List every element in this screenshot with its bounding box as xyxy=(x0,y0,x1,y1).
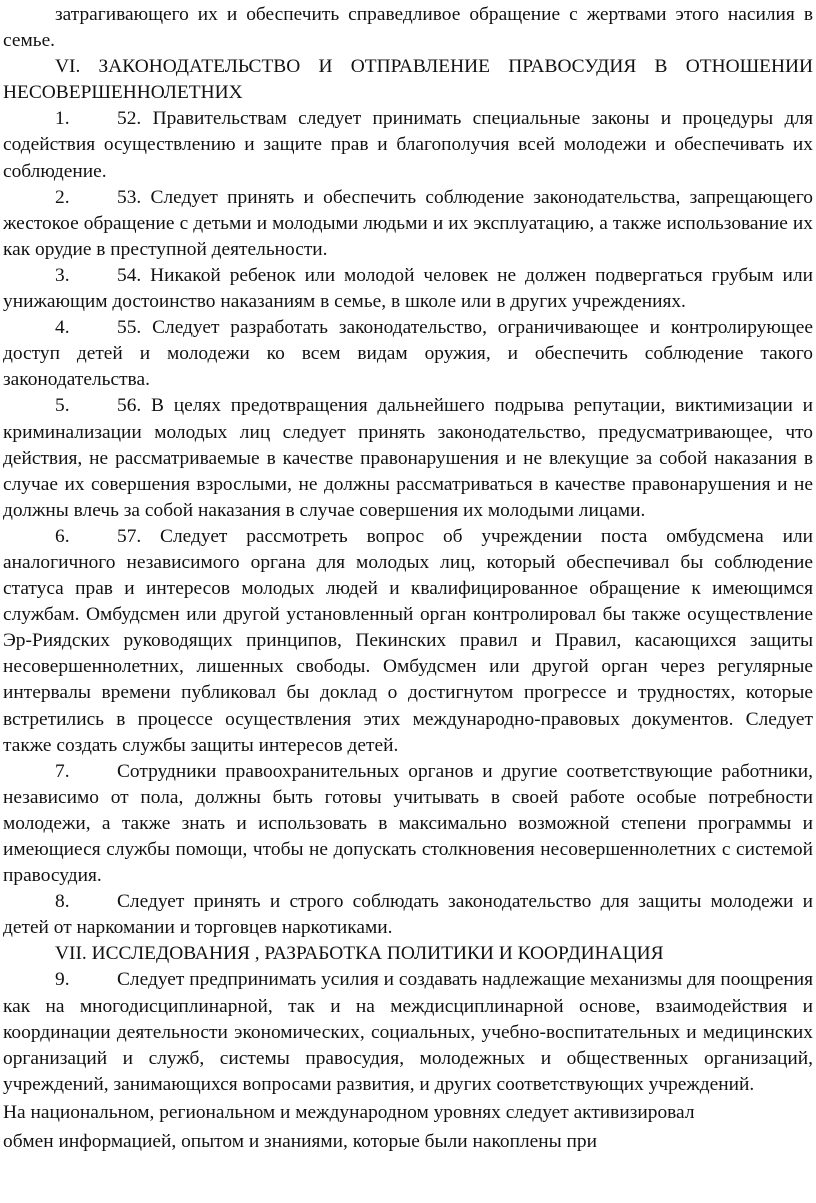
item-number: 1. xyxy=(55,108,70,130)
item-number: 4. xyxy=(55,317,70,339)
list-item xyxy=(3,393,813,523)
item-text: Следует принять и строго соблюдать законодательство для защиты молодежи и детей от наркомании и торговцев наркотиками. xyxy=(3,891,813,939)
item-text: 55. Следует разработать законодательство, ограничивающее и контролирующее доступ детей и молодежи ко всем видам оружия, и обеспечить соблюдение такого законодательства. xyxy=(3,317,813,391)
list-item xyxy=(3,967,813,1097)
intro-paragraph: затрагивающего их и обеспечить справедливое обращение с жертвами этого насилия в семье. xyxy=(3,4,813,52)
item-text: Сотрудники правоохранительных органов и другие соответствующие работники, независимо от пола, должны быть готовы учитывать в своей работе особые потребности молодежи, а также знать и использовать в максимально возможной степени программы и имеющиеся службы помощи, чтобы не допускать столкновения несовершеннолетних с системой правосудия. xyxy=(3,760,813,887)
list-item xyxy=(3,185,813,263)
item-number: 3. xyxy=(55,264,70,286)
closing-line-1: На национальном, региональном и международном уровнях следует активизировал xyxy=(3,1101,695,1123)
item-text: 57. Следует рассмотреть вопрос об учреждении поста омбудсмена или аналогичного независимого органа для молодых лиц, который обеспечивал бы соблюдение статуса прав и интересов молодых людей и квалифицированное обращение к имеющимся службам. Омбудсмен или другой установленный орган контролировал бы также осуществление Эр-Риядских руководящих принципов, Пекинских правил и Правил, касающихся защиты несовершеннолетних, лишенных свободы. Омбудсмен или другой орган через регулярные интервалы времени публиковал бы доклад о достигнутом прогрессе и трудностях, которые встретились в процессе осуществления этих международно-правовых документов. Следует также создать службы защиты интересов детей. xyxy=(3,525,813,756)
item-text: 54. Никакой ребенок или молодой человек не должен подвергаться грубым или унижающим достоинство наказаниям в семье, в школе или в других учреждениях. xyxy=(3,264,813,313)
list-item xyxy=(3,759,813,889)
list-item xyxy=(3,889,813,941)
list-item xyxy=(3,524,813,759)
item-number: 7. xyxy=(55,760,70,782)
list-item xyxy=(3,263,813,315)
item-number: 5. xyxy=(55,395,70,417)
item-text: 56. В целях предотвращения дальнейшего подрыва репутации, виктимизации и криминализации молодых лиц следует принять законодательство, предусматривающее, что действия, не рассматриваемые в качестве правонарушения и не влекущие за собой наказания в случае их совершения взрослыми, не должны рассматриваться в качестве правонарушения и не должны влечь за собой наказания в случае совершения их молодыми лицами. xyxy=(3,395,813,521)
section-7-heading: VII. ИССЛЕДОВАНИЯ , РАЗРАБОТКА ПОЛИТИКИ И КООРДИНАЦИЯ xyxy=(55,943,664,965)
list-item xyxy=(3,315,813,393)
item-number: 9. xyxy=(55,969,70,991)
item-number: 2. xyxy=(55,186,70,208)
item-number: 6. xyxy=(55,525,70,547)
list-item xyxy=(3,106,813,184)
section-6-heading: VI. ЗАКОНОДАТЕЛЬСТВО И ОТПРАВЛЕНИЕ ПРАВОСУДИЯ В ОТНОШЕНИИ НЕСОВЕРШЕННОЛЕТНИХ xyxy=(3,56,813,104)
item-text: 53. Следует принять и обеспечить соблюдение законодательства, запрещающего жестокое обращение с детьми и молодыми людьми и их эксплуатацию, а также использование их как орудие в преступной деятельности. xyxy=(3,186,813,260)
item-number: 8. xyxy=(55,891,70,913)
item-text: Следует предпринимать усилия и создавать надлежащие механизмы для поощрения как на многодисциплинарной, так и на междисциплинарной основе, взаимодействия и координации деятельности экономических, социальных, учебно-воспитательных и медицинских организаций и служб, системы правосудия, молодежных и общественных организаций, учреждений, занимающихся вопросами развития, и других соответствующих учреждений. xyxy=(3,969,813,1095)
closing-line-2: обмен информацией, опытом и знаниями, которые были накоплены при xyxy=(3,1130,597,1152)
item-text: 52. Правительствам следует принимать специальные законы и процедуры для содействия осуществлению и защите прав и благополучия всей молодежи и обеспечивать их соблюдение. xyxy=(3,108,813,182)
